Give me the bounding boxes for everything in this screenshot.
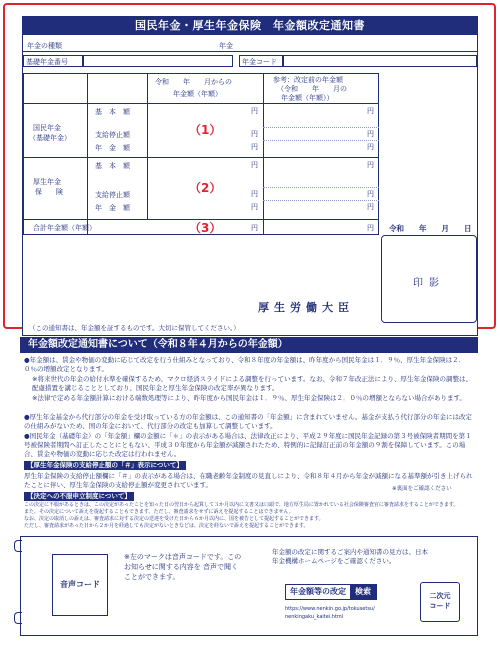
- col1-header-line2: 年金額（年額）: [173, 90, 222, 98]
- group2-label-line1: 厚生年金: [33, 178, 61, 186]
- yen-mark: 円: [251, 107, 258, 115]
- total-label: 合計年金額（年額）: [33, 224, 96, 232]
- yen-mark: 円: [251, 203, 258, 211]
- table-row-line: [23, 103, 379, 104]
- paragraph-2: ※将来世代の年金の給付水準を確保するため、マクロ経済スライドによる調整を行っています。なお、令和７年改正法により、厚生年金保険の調整は、配慮措置を講じることとしており、国民年金と厚生年金保険の改定率が異なります。: [32, 375, 472, 392]
- marker-3: （3）: [189, 221, 222, 235]
- table-sub-line: [263, 200, 379, 201]
- g1-suspend-label: 支給停止額: [95, 131, 130, 139]
- yen-mark: 円: [367, 107, 374, 115]
- paragraph-3: ※法律で定める年金額計算における端数処理等により、昨年度から国民年金は１．９％、厚生年金保険は２．０％の増額とならない場合があります。: [32, 394, 466, 402]
- notice-title: 国民年金・厚生年金保険 年金額改定通知書: [23, 17, 477, 35]
- cut-tab: [14, 540, 22, 552]
- website-info: 年金額の改定に関するご案内や通知書の見方は、日本年金機構ホームページをご確認ください。: [272, 548, 428, 565]
- pension-code-value-box: [283, 55, 477, 67]
- fine-print-2: また、その決定について訴えを提起することもできます。ただし、審査請求をせずに訴えを提起することはできません。: [24, 509, 294, 515]
- col2-header-line1: 参考：改定前の年金額: [273, 76, 343, 84]
- seal-box: [381, 235, 477, 323]
- paragraph-5: ●国民年金（基礎年金）の「年金額」欄の金額に「＊」の表示がある場合は、法律改正により、平成２９年度に国民年金記録の第３号被保険者期間を第１号被保険者期間へ訂正したことにともない、平成３０年度から年金額が減額されたため、特例的に記録訂正前の年金額の９割を保障しています。この場合、賃金や物価の変動に応じた改定は行われません。: [24, 432, 472, 458]
- paragraph-4: ●厚生年金基金から代行部分の年金を受け取っている方の年金額は、この通知書の「年金額」に含まれていません。基金が支払う代行部分の年金には改定の仕組みがないため、国の年金において、代行部分の改定も加算して調整しています。: [24, 413, 473, 430]
- marker-2: （2）: [189, 181, 222, 195]
- subheading-suspension: 【厚生年金保険の支給停止額の「＃」表示について】: [24, 461, 186, 470]
- issue-date: 令和 年 月 日: [389, 224, 472, 233]
- table-col-line: [263, 73, 264, 235]
- yen-mark: 円: [367, 143, 374, 151]
- g2-amount-label: 年 金 額: [95, 204, 130, 212]
- voice-code-label: 音声コード: [60, 580, 100, 589]
- notice-card: [22, 16, 478, 336]
- col1-header-line1: 令和 年 月からの: [155, 78, 232, 86]
- yen-mark: 円: [367, 161, 374, 169]
- group2-label-line2: 保 険: [35, 188, 63, 196]
- yen-mark: 円: [251, 161, 258, 169]
- fine-print-4: ただし、審査請求があった日から２か月を経過しても決定がないときなどは、決定を経ないで訴えを提起することができます。: [24, 523, 309, 529]
- pension-type-label: 年金の種類: [27, 42, 62, 50]
- paragraph-6: 厚生年金保険の支給停止額欄に「＃」の表示がある場合は、在職老齢年金制度の見直しにより、令和８年４月から年金が減額になる基準額が引き上げられたことに伴い、厚生年金保険の支給停止額が変更されています。: [24, 472, 473, 489]
- g1-amount-label: 年 金 額: [95, 144, 130, 152]
- yen-mark: 円: [367, 190, 374, 198]
- pension-code-label: 年金コード: [242, 58, 277, 66]
- divider: [23, 51, 477, 52]
- yen-mark: 円: [367, 224, 374, 232]
- table-sub-line: [263, 187, 379, 188]
- cut-tab: [14, 612, 22, 624]
- yen-mark: 円: [251, 143, 258, 151]
- qr-label-line1: 二次元: [429, 592, 451, 600]
- group1-label-line2: （基礎年金）: [29, 134, 71, 142]
- basic-number-value-box: [83, 55, 233, 67]
- g1-basic-label: 基 本 額: [95, 108, 130, 116]
- voice-code-note: ※左のマークは音声コードです。この お知らせに関する内容を 音声で聞くことができます。: [124, 553, 242, 581]
- search-label: 検索: [350, 585, 376, 599]
- marker-1: （1）: [189, 123, 222, 137]
- yen-mark: 円: [367, 203, 374, 211]
- url-line-1[interactable]: https://www.nenkin.go.jp/tokusetsu/: [285, 606, 375, 612]
- yen-mark: 円: [251, 130, 258, 138]
- col2-header-line2: （令和 年 月の: [277, 85, 347, 93]
- fine-print-1: この決定に不服があるときは、この決定があったことを知った日の翌日から起算して３か月以内に文書又は口頭で、地方厚生局に置かれている社会保険審査官に審査請求をすることができます。: [24, 502, 459, 508]
- section-header: 年金額改定通知書について（令和８年４月からの年金額）: [20, 337, 478, 353]
- table-row-line: [23, 157, 379, 158]
- url-line-2[interactable]: nenkingaku_kaitei.html: [285, 614, 344, 620]
- fine-print-3: なお、決定の取消しの訴えは、審査請求に対する決定の送達を受けた日から６か月以内に、国を被告として提起することができます。: [24, 516, 324, 522]
- yen-mark: 円: [367, 130, 374, 138]
- qr-code-box[interactable]: [420, 582, 460, 622]
- pension-label: 年金: [219, 42, 233, 50]
- table-sub-line: [263, 140, 379, 141]
- paragraph-1: ●年金額は、賃金や物価の変動に応じて改定を行う仕組みとなっており、令和８年度の年金額は、昨年度から国民年金は１．９％、厚生年金保険は２．０％の増額改定となります。: [24, 356, 466, 373]
- qr-label-line2: コード: [429, 602, 451, 610]
- table-col-line: [147, 73, 148, 219]
- yen-mark: 円: [251, 224, 258, 232]
- search-button[interactable]: [285, 584, 377, 600]
- card-footnote: （この通知書は、年金額を証するものです。大切に保管してください。）: [29, 324, 240, 332]
- seal-label: 印影: [413, 278, 445, 289]
- reverse-note: ※裏面をご確認ください: [392, 486, 452, 492]
- issuer-name: 厚生労働大臣: [258, 301, 354, 314]
- qr-code-label: [421, 591, 459, 611]
- voice-code-box[interactable]: [52, 554, 108, 616]
- table-sub-line: [263, 127, 379, 128]
- basic-number-label: 基礎年金番号: [26, 58, 68, 66]
- subheading-appeal: 【決定への不服申立制度について】: [24, 492, 134, 501]
- g2-suspend-label: 支給停止額: [95, 191, 130, 199]
- g2-basic-label: 基 本 額: [95, 162, 130, 170]
- yen-mark: 円: [251, 190, 258, 198]
- group1-label-line1: 国民年金: [33, 124, 61, 132]
- table-col-line: [87, 73, 88, 235]
- col2-header-line3: 年金額（年額））: [281, 94, 334, 102]
- search-term: 年金額等の改定: [286, 585, 350, 599]
